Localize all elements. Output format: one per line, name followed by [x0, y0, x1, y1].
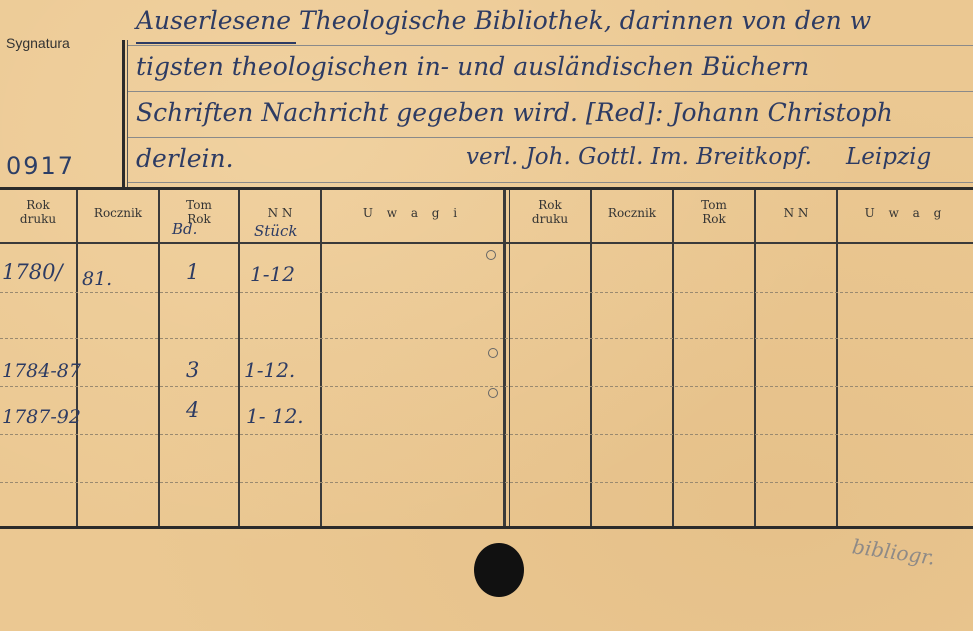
column-divider [754, 190, 756, 528]
row1-rocznik: 81. [82, 268, 113, 290]
row3-rok-druku: 1787-92 [2, 406, 81, 428]
header-bottom-border [0, 242, 973, 244]
column-divider [320, 190, 322, 528]
column-divider [76, 190, 78, 528]
header-rok-druku: Rok druku [19, 198, 57, 226]
row2-rok-druku: 1784-87 [2, 360, 81, 382]
header-divider-thin [127, 40, 128, 188]
header-nn-right: N N [783, 206, 809, 220]
header-tom-rok-right: Tom Rok [701, 198, 727, 226]
punch-mark [488, 348, 498, 358]
header-uwagi: U w a g i [362, 206, 463, 220]
row1-nn: 1-12 [250, 262, 295, 286]
header-nn: N N [267, 206, 293, 220]
header-tom-handwritten: Bd. [172, 220, 198, 238]
holdings-table [0, 190, 973, 528]
ruled-line [128, 45, 973, 46]
row-divider [0, 386, 973, 387]
row-divider [0, 338, 973, 339]
table-center-divider-thin [509, 190, 510, 528]
row1-tom: 1 [186, 260, 200, 284]
title-underline [136, 42, 296, 44]
punch-hole [474, 543, 524, 597]
ruled-line [128, 182, 973, 183]
title-line-4: derlein. [136, 144, 234, 173]
header-rocznik-right: Rocznik [607, 206, 657, 220]
column-divider [158, 190, 160, 528]
title-line-2: tigsten theologischen in- und ausländischen Büchern [136, 52, 810, 81]
header-divider [122, 40, 125, 188]
header-rocznik: Rocznik [93, 206, 143, 220]
signature-label: Sygnatura [6, 35, 70, 51]
row-divider [0, 482, 973, 483]
column-divider [672, 190, 674, 528]
column-divider [238, 190, 240, 528]
row2-tom: 3 [186, 358, 200, 382]
ruled-line [128, 137, 973, 138]
header-nn-handwritten: Stück [254, 222, 298, 240]
header-rok-druku-right: Rok druku [531, 198, 569, 226]
title-line-1: Auserlesene Theologische Bibliothek, darinnen von den w [136, 6, 872, 35]
row-divider [0, 292, 973, 293]
punch-mark [486, 250, 496, 260]
row3-nn: 1- 12. [246, 404, 304, 428]
publication-city: Leipzig [846, 144, 932, 170]
ruled-line [128, 91, 973, 92]
table-bottom-border [0, 526, 973, 529]
publisher: verl. Joh. Gottl. Im. Breitkopf. [466, 144, 812, 170]
column-divider [836, 190, 838, 528]
row1-rok-druku: 1780/ [2, 260, 63, 284]
header-tom-rok: Tom Rok [186, 198, 212, 226]
row3-tom: 4 [186, 398, 200, 422]
title-line-3: Schriften Nachricht gegeben wird. [Red]: Johann Christoph [136, 98, 893, 127]
row2-nn: 1-12. [244, 358, 296, 382]
punch-mark [488, 388, 498, 398]
footer-note: bibliogr. [850, 534, 937, 570]
row-divider [0, 434, 973, 435]
table-center-divider [503, 190, 506, 528]
column-divider [590, 190, 592, 528]
header-uwagi-right: U w a g [864, 206, 947, 220]
signature-number: 0917 [6, 152, 76, 180]
